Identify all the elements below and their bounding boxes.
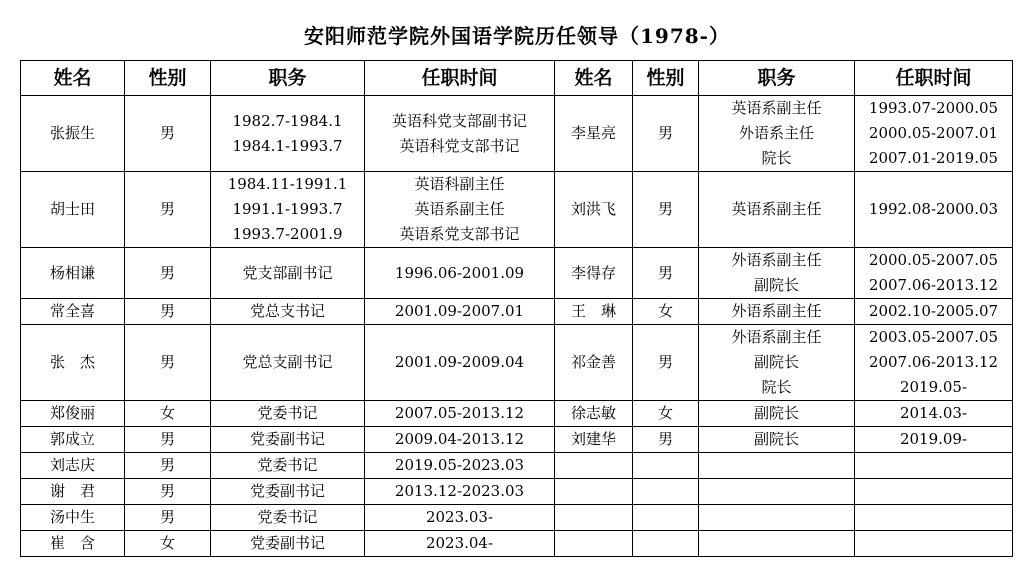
gender-cell: 男 xyxy=(125,453,211,479)
position-line: 院长 xyxy=(761,378,792,396)
gender-cell xyxy=(633,531,699,557)
term-line: 1996.06-2001.09 xyxy=(394,263,525,282)
gender-cell: 男 xyxy=(125,172,211,248)
position-cell xyxy=(699,299,855,325)
header-gender-right: 性别 xyxy=(633,61,699,96)
table-row xyxy=(21,172,1013,248)
gender-cell: 男 xyxy=(125,325,211,401)
position-line: 副院长 xyxy=(753,404,799,422)
term-cell xyxy=(855,401,1013,427)
position-line: 外语系主任 xyxy=(738,124,814,142)
gender-cell: 男 xyxy=(125,248,211,299)
table-row xyxy=(21,96,1013,172)
name-cell: 王 琳 xyxy=(555,299,633,325)
position-cell xyxy=(211,299,365,325)
term-line: 2007.06-2013.12 xyxy=(868,276,999,294)
term-cell xyxy=(365,248,555,299)
name-cell: 张振生 xyxy=(21,96,125,172)
term-cell xyxy=(855,479,1013,505)
gender-cell xyxy=(633,505,699,531)
name-cell: 谢 君 xyxy=(21,479,125,505)
name-cell xyxy=(555,453,633,479)
position-cell xyxy=(211,531,365,557)
position-cell xyxy=(211,427,365,453)
term-cell xyxy=(365,172,555,248)
term-line: 2019.09- xyxy=(899,430,968,448)
name-cell xyxy=(555,505,633,531)
position-line: 英语系副主任 xyxy=(731,200,822,218)
position-line: 党支部副书记 xyxy=(242,263,333,282)
term-cell xyxy=(855,248,1013,299)
term-line: 2007.01-2019.05 xyxy=(868,149,999,167)
position-cell xyxy=(211,505,365,531)
term-cell xyxy=(365,505,555,531)
table-row xyxy=(21,248,1013,299)
position-line: 党委副书记 xyxy=(249,534,325,552)
term-line: 2019.05-2023.03 xyxy=(394,456,525,474)
position-cell xyxy=(699,172,855,248)
gender-cell: 男 xyxy=(125,505,211,531)
term-cell xyxy=(855,299,1013,325)
name-cell: 刘洪飞 xyxy=(555,172,633,248)
gender-cell: 男 xyxy=(633,427,699,453)
name-cell: 祁金善 xyxy=(555,325,633,401)
position-line: 1984.11-1991.1 xyxy=(227,175,348,193)
name-cell: 刘建华 xyxy=(555,427,633,453)
position-line: 党总支副书记 xyxy=(242,353,333,371)
name-cell: 徐志敏 xyxy=(555,401,633,427)
position-cell xyxy=(699,531,855,557)
position-cell xyxy=(211,325,365,401)
position-line: 副院长 xyxy=(753,276,799,294)
position-line: 外语系副主任 xyxy=(731,251,822,269)
term-line: 英语科党支部副书记 xyxy=(391,111,527,130)
header-name-right: 姓名 xyxy=(555,61,633,96)
term-cell xyxy=(855,325,1013,401)
name-cell: 刘志庆 xyxy=(21,453,125,479)
position-cell xyxy=(211,96,365,172)
position-line: 党委副书记 xyxy=(249,430,325,448)
term-cell xyxy=(855,427,1013,453)
position-line: 党委书记 xyxy=(257,508,318,526)
term-cell xyxy=(855,96,1013,172)
position-cell xyxy=(699,325,855,401)
term-line: 英语系副主任 xyxy=(414,200,505,218)
position-line: 1984.1-1993.7 xyxy=(232,136,343,155)
position-cell xyxy=(211,248,365,299)
term-line: 1993.07-2000.05 xyxy=(868,99,999,117)
term-cell xyxy=(855,531,1013,557)
table-row xyxy=(21,505,1013,531)
document-title: 安阳师范学院外国语学院历任领导（1978-） xyxy=(304,24,730,48)
term-line: 2013.12-2023.03 xyxy=(394,482,525,500)
gender-cell: 男 xyxy=(125,299,211,325)
header-position-right: 职务 xyxy=(699,61,855,96)
term-cell xyxy=(365,453,555,479)
position-cell xyxy=(699,96,855,172)
name-cell: 汤中生 xyxy=(21,505,125,531)
position-cell xyxy=(699,505,855,531)
gender-cell: 女 xyxy=(125,401,211,427)
position-cell xyxy=(699,427,855,453)
position-cell xyxy=(211,172,365,248)
gender-cell: 男 xyxy=(125,427,211,453)
position-cell xyxy=(699,248,855,299)
table-body xyxy=(21,96,1013,557)
term-line: 1992.08-2000.03 xyxy=(868,200,999,218)
table-row xyxy=(21,453,1013,479)
name-cell: 李星亮 xyxy=(555,96,633,172)
term-line: 2003.05-2007.05 xyxy=(868,328,999,346)
position-cell xyxy=(699,479,855,505)
gender-cell: 男 xyxy=(125,479,211,505)
name-cell: 郑俊丽 xyxy=(21,401,125,427)
gender-cell: 男 xyxy=(125,96,211,172)
position-line: 英语系副主任 xyxy=(731,99,822,117)
term-line: 2002.10-2005.07 xyxy=(868,302,999,320)
term-cell xyxy=(365,479,555,505)
position-line: 1991.1-1993.7 xyxy=(232,200,343,218)
position-line: 党委书记 xyxy=(257,404,318,422)
term-line: 2000.05-2007.05 xyxy=(868,251,999,269)
gender-cell: 女 xyxy=(633,401,699,427)
term-cell xyxy=(855,172,1013,248)
gender-cell: 男 xyxy=(633,172,699,248)
position-line: 外语系副主任 xyxy=(731,328,822,346)
term-cell xyxy=(365,96,555,172)
name-cell: 李得存 xyxy=(555,248,633,299)
term-cell xyxy=(365,427,555,453)
position-line: 外语系副主任 xyxy=(731,302,822,320)
position-cell xyxy=(699,401,855,427)
term-line: 英语系党支部书记 xyxy=(399,225,520,243)
term-line: 2007.06-2013.12 xyxy=(868,353,999,371)
position-line: 副院长 xyxy=(753,353,799,371)
term-cell xyxy=(365,531,555,557)
term-line: 2001.09-2007.01 xyxy=(394,302,525,320)
term-cell xyxy=(855,453,1013,479)
position-line: 1993.7-2001.9 xyxy=(232,225,343,243)
term-line: 2009.04-2013.12 xyxy=(394,430,525,448)
position-line: 党总支书记 xyxy=(249,302,325,320)
term-line: 2007.05-2013.12 xyxy=(394,404,525,422)
term-line: 2001.09-2009.04 xyxy=(394,353,525,371)
gender-cell: 女 xyxy=(125,531,211,557)
position-line: 1982.7-1984.1 xyxy=(232,111,343,130)
header-row xyxy=(21,61,1013,96)
term-cell xyxy=(365,401,555,427)
name-cell xyxy=(555,531,633,557)
name-cell: 张 杰 xyxy=(21,325,125,401)
position-cell xyxy=(699,453,855,479)
term-cell xyxy=(365,299,555,325)
leaders-table xyxy=(20,60,1013,557)
term-cell xyxy=(855,505,1013,531)
gender-cell xyxy=(633,479,699,505)
table-row xyxy=(21,479,1013,505)
header-term-right: 任职时间 xyxy=(855,61,1013,96)
gender-cell: 男 xyxy=(633,96,699,172)
position-line: 副院长 xyxy=(753,430,799,448)
position-cell xyxy=(211,479,365,505)
name-cell xyxy=(555,479,633,505)
name-cell: 常全喜 xyxy=(21,299,125,325)
name-cell: 郭成立 xyxy=(21,427,125,453)
gender-cell: 女 xyxy=(633,299,699,325)
position-line: 党委副书记 xyxy=(249,482,325,500)
table-row xyxy=(21,427,1013,453)
header-gender-left: 性别 xyxy=(125,61,211,96)
term-line: 英语科党支部书记 xyxy=(399,136,520,155)
table-row xyxy=(21,401,1013,427)
term-line: 英语科副主任 xyxy=(414,175,505,193)
header-position-left: 职务 xyxy=(211,61,365,96)
table-row xyxy=(21,325,1013,401)
term-line: 2023.03- xyxy=(425,508,494,526)
name-cell: 胡士田 xyxy=(21,172,125,248)
name-cell: 崔 含 xyxy=(21,531,125,557)
table-row xyxy=(21,299,1013,325)
table-row xyxy=(21,531,1013,557)
position-cell xyxy=(211,401,365,427)
header-term-left: 任职时间 xyxy=(365,61,555,96)
gender-cell xyxy=(633,453,699,479)
term-cell xyxy=(365,325,555,401)
term-line: 2000.05-2007.01 xyxy=(868,124,999,142)
term-line: 2014.03- xyxy=(899,404,968,422)
name-cell: 杨相谦 xyxy=(21,248,125,299)
header-name-left: 姓名 xyxy=(21,61,125,96)
term-line: 2019.05- xyxy=(899,378,968,396)
term-line: 2023.04- xyxy=(425,534,494,552)
position-line: 党委书记 xyxy=(257,456,318,474)
position-line: 院长 xyxy=(761,149,792,167)
gender-cell: 男 xyxy=(633,248,699,299)
position-cell xyxy=(211,453,365,479)
gender-cell: 男 xyxy=(633,325,699,401)
